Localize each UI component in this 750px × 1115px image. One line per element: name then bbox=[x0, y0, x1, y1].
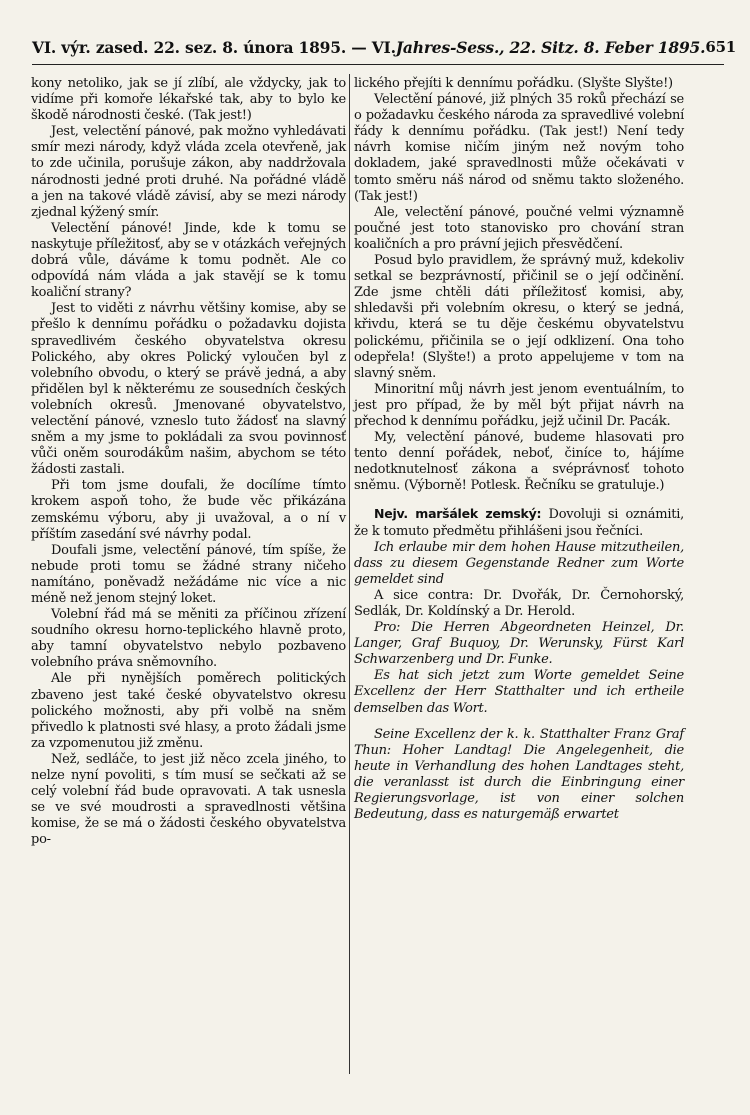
paragraph: Jest to viděti z návrhu většiny komise, aby se přešlo k dennímu pořádku o požadavku dojista spravedlivém českého obyvatelstva okresu Polického, aby okres Polický vyloučen byl z volebního obvodu, o který se právě jedná, a aby přidělen byl k některému ze sousedních českých volebních okresů. Jmenované obyvatelstvo, velectění pánové, vzneslo tuto žádosť na slavný sněm a my jsme to pokládali za svou povinnosť vůči oněm sourodákům našim, abychom se této žádosti zastali. bbox=[31, 301, 346, 478]
paragraph: Posud bylo pravidlem, že správný muž, kdekoliv setkal se bezprávností, přičinil se o její odčinění. Zde jsme chtěli dáti příležitosť komisi, aby, shledavši při volebním okresu, o který se jedná, křivdu, která se tu děje českému obyvatelstvu polickému, přičinila se o její odklizení. Ona toho odepřela! (Slyšte!) a proto appelujeme v tom na slavný sněm. bbox=[354, 253, 684, 381]
header-rule bbox=[32, 64, 724, 65]
header-german: Jahres-Sess., 22. Sitz. 8. Feber 1895. bbox=[395, 37, 706, 57]
statthalter-announcement: Es hat sich jetzt zum Worte gemeldet Seine Excellenz der Herr Statthalter und ich ertheile demselben das Wort. bbox=[354, 668, 684, 716]
paragraph: Velectění pánové! Jinde, kde k tomu se naskytuje příležitosť, aby se v otázkách veřejných dobrá vůle, dáváme k tomu podnět. Ale co odpovídá nám vláda a jak stavějí se k tomu koaliční strany? bbox=[31, 220, 346, 301]
paragraph: Ale při nynějších poměrech politických zbaveno jest také české obyvatelstvo okresu polického možnosti, aby při volbě na sněm přivedlo k platnosti své hlasy, a proto žádali jsme za vzpomenutou již změnu. bbox=[31, 671, 346, 751]
paragraph: Doufali jsme, velectění pánové, tím spíše, že nebude proti tomu se žádné strany ničeho namítáno, poněvadž nežádáme nic více a nic méně než jenom stejný loket. bbox=[31, 542, 346, 606]
right-column bbox=[354, 76, 684, 823]
speaker-name: Nejv. maršálek zemský: bbox=[374, 506, 542, 522]
marshal-czech-text: Dovoluji si oznámiti, že k tomuto předmětu přihlášeni jsou řečníci. bbox=[354, 507, 685, 539]
marshal-german-text: Ich erlaube mir dem hohen Hause mitzutheilen, dass zu diesem Gegenstande Redner zum Worte gemeldet sind bbox=[354, 539, 684, 587]
paragraph: Volební řád má se měniti za příčinou zřízení soudního okresu horno-teplického hlavně proto, aby tamní obyvatelstvo nebylo pozbaveno volebního práva sněmovního. bbox=[31, 607, 346, 671]
paragraph: kony netoliko, jak se jí zlíbí, ale vždycky, jak to vidíme při komoře lékařské tak, aby to bylo ke škodě národnosti české. (Tak jest!) bbox=[31, 76, 346, 124]
left-column bbox=[31, 76, 346, 849]
paragraph: Jest, velectění pánové, pak možno vyhledávati smír mezi národy, když vláda zcela otevřeně, jak to zde učinila, porušuje zákon, aby naddržovala národnosti jedné proti druhé. Na pořádné vládě a jen na takové vládě závisí, aby se mezi národy zjednal kýžený smír. bbox=[31, 124, 346, 220]
paragraph: Ale, velectění pánové, poučné velmi významně poučné jest toto stanovisko pro chování stran koaličních a pro právní jejich přesvědčení. bbox=[354, 204, 684, 252]
page-number: 651 bbox=[705, 38, 737, 56]
header-czech: VI. výr. zased. 22. sez. 8. února 1895. — VI. bbox=[32, 37, 396, 57]
column-separator bbox=[349, 74, 350, 1074]
paragraph: Než, sedláče, to jest již něco zcela jiného, to nelze nyní povoliti, s tím musí se sečkati až se celý volební řád bude opravovati. A tak usnesla se ve své moudrosti a spravedlnosti většina komise, že se má o žádosti českého obyvatelstva po- bbox=[31, 751, 346, 848]
paragraph: Velectění pánové, již plných 35 roků přechází se o požadavku českého národa za spravedlivé volební řády k dennímu pořádku. (Tak jest!) Není tedy návrh komise ničím jiným než novým toho dokladem, jaké spravedlnosti může očekávati v tomto směru náš národ od sněmu takto složeného. (Tak jest!) bbox=[354, 92, 684, 204]
paragraph: My, velectění pánové, budeme hlasovati pro tento denní pořádek, neboť, činíce to, hájíme nedotknutelnosť zákona a svéprávnosť tohoto sněmu. (Výborně! Potlesk. Řečníku se gratuluje.) bbox=[354, 430, 684, 494]
governor-speech: Seine Excellenz der k. k. Statthalter Franz Graf Thun: Hoher Landtag! Die Angelegenheit, die heute in Verhandlung des hohen Landtages steht, die veranlasst ist durch die Einbringung einer Regierungsvorlage, ist von einer solchen Bedeutung, dass es naturgemäß erwartet bbox=[354, 726, 684, 823]
spacer bbox=[354, 717, 684, 727]
paragraph: lického přejíti k dennímu pořádku. (Slyšte Slyšte!) bbox=[354, 76, 673, 91]
page-header bbox=[32, 34, 737, 60]
paragraph: Při tom jsme doufali, že docílíme tímto krokem aspoň toho, že bude věc přikázána zemskému výboru, aby ji uvažoval, a o ní v příštím zasedání své návrhy podal. bbox=[31, 478, 346, 542]
contra-speakers: A sice contra: Dr. Dvořák, Dr. Černohorský, Sedlák, Dr. Koldínský a Dr. Herold. bbox=[354, 587, 684, 619]
marshal-announcement bbox=[354, 506, 684, 539]
pro-speakers: Pro: Die Herren Abgeordneten Heinzel, Dr. Langer, Graf Buquoy, Dr. Werunsky, Fürst Karl Schwarzenberg und Dr. Funke. bbox=[354, 620, 684, 668]
paragraph: Minoritní můj návrh jest jenom eventuálním, to jest pro případ, že by měl být přijat návrh na přechod k dennímu pořádku, jejž učinil Dr. Pacák. bbox=[354, 381, 684, 429]
